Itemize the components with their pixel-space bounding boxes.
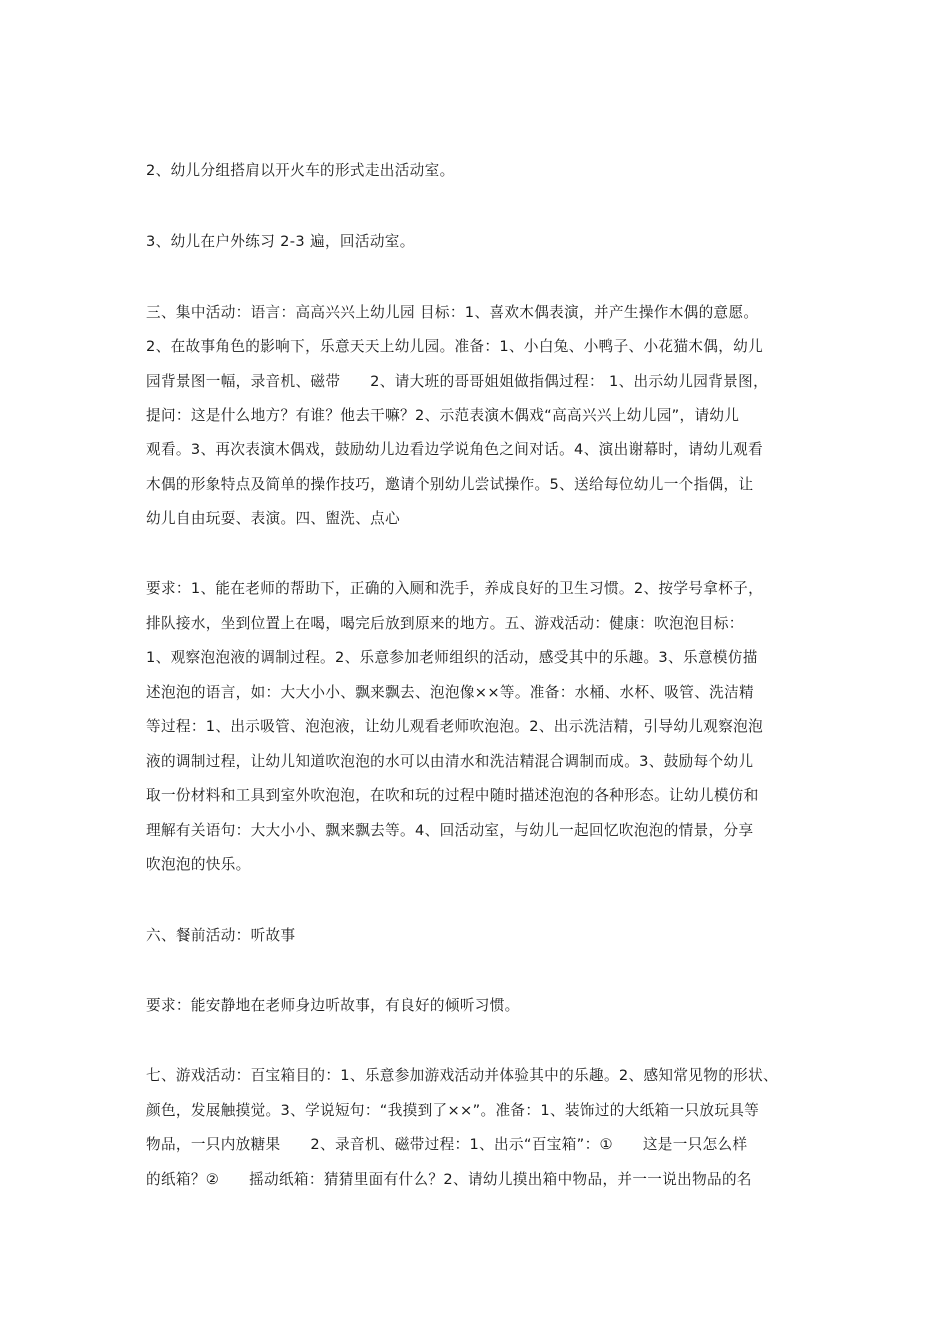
text-line: 1、观察泡泡液的调制过程。2、乐意参加老师组织的活动，感受其中的乐趣。3、乐意模仿描 bbox=[146, 649, 758, 666]
text-line: 幼儿自由玩耍、表演。四、盥洗、点心 bbox=[146, 510, 401, 527]
text-line: 观看。3、再次表演木偶戏，鼓励幼儿边看边学说角色之间对话。4、演出谢幕时，请幼儿观看 bbox=[146, 441, 764, 458]
text-line: 六、餐前活动：听故事 bbox=[146, 927, 296, 944]
text-line: 三、集中活动：语言：高高兴兴上幼儿园 目标：1、喜欢木偶表演，并产生操作木偶的意愿。 bbox=[146, 304, 759, 321]
text-line: 要求：1、能在老师的帮助下，正确的入厕和洗手，养成良好的卫生习惯。2、按学号拿杯子， bbox=[146, 580, 764, 597]
text-line: 3、幼儿在户外练习 2-3 遍，回活动室。 bbox=[146, 233, 415, 250]
text-line: 要求：能安静地在老师身边听故事，有良好的倾听习惯。 bbox=[146, 997, 520, 1014]
text-line: 等过程：1、出示吸管、泡泡液，让幼儿观看老师吹泡泡。2、出示洗洁精，引导幼儿观察泡泡 bbox=[146, 718, 764, 735]
text-line: 取一份材料和工具到室外吹泡泡，在吹和玩的过程中随时描述泡泡的各种形态。让幼儿模仿和 bbox=[146, 787, 759, 804]
text-line: 排队接水，坐到位置上在喝，喝完后放到原来的地方。五、游戏活动：健康：吹泡泡目标： bbox=[146, 615, 744, 632]
text-line: 颜色，发展触摸觉。3、学说短句：“我摸到了××”。准备：1、装饰过的大纸箱一只放玩具等 bbox=[146, 1102, 760, 1119]
text-line: 木偶的形象特点及简单的操作技巧，邀请个别幼儿尝试操作。5、送给每位幼儿一个指偶，让 bbox=[146, 476, 754, 493]
text-line: 2、幼儿分组搭肩以开火车的形式走出活动室。 bbox=[146, 162, 455, 179]
text-line: 七、游戏活动：百宝箱目的：1、乐意参加游戏活动并体验其中的乐趣。2、感知常见物的形状、 bbox=[146, 1067, 778, 1084]
text-line: 液的调制过程，让幼儿知道吹泡泡的水可以由清水和洗洁精混合调制而成。3、鼓励每个幼儿 bbox=[146, 753, 754, 770]
text-line: 2、在故事角色的影响下，乐意天天上幼儿园。准备：1、小白兔、小鸭子、小花猫木偶，幼儿 bbox=[146, 338, 764, 355]
text-line: 园背景图一幅，录音机、磁带 2、请大班的哥哥姐姐做指偶过程： 1、出示幼儿园背景图， bbox=[146, 373, 769, 390]
text-line: 理解有关语句：大大小小、飘来飘去等。4、回活动室，与幼儿一起回忆吹泡泡的情景，分享 bbox=[146, 822, 754, 839]
text-line: 吹泡泡的快乐。 bbox=[146, 856, 251, 873]
text-line: 述泡泡的语言，如：大大小小、飘来飘去、泡泡像××等。准备：水桶、水杯、吸管、洗洁精 bbox=[146, 684, 754, 701]
text-line: 提问：这是什么地方？有谁？他去干嘛？2、示范表演木偶戏“高高兴兴上幼儿园”，请幼儿 bbox=[146, 407, 740, 424]
text-line: 的纸箱？② 摇动纸箱：猜猜里面有什么？2、请幼儿摸出箱中物品，并一一说出物品的名 bbox=[146, 1171, 752, 1188]
text-line: 物品，一只内放糖果 2、录音机、磁带过程：1、出示“百宝箱”：① 这是一只怎么样 bbox=[146, 1136, 748, 1153]
